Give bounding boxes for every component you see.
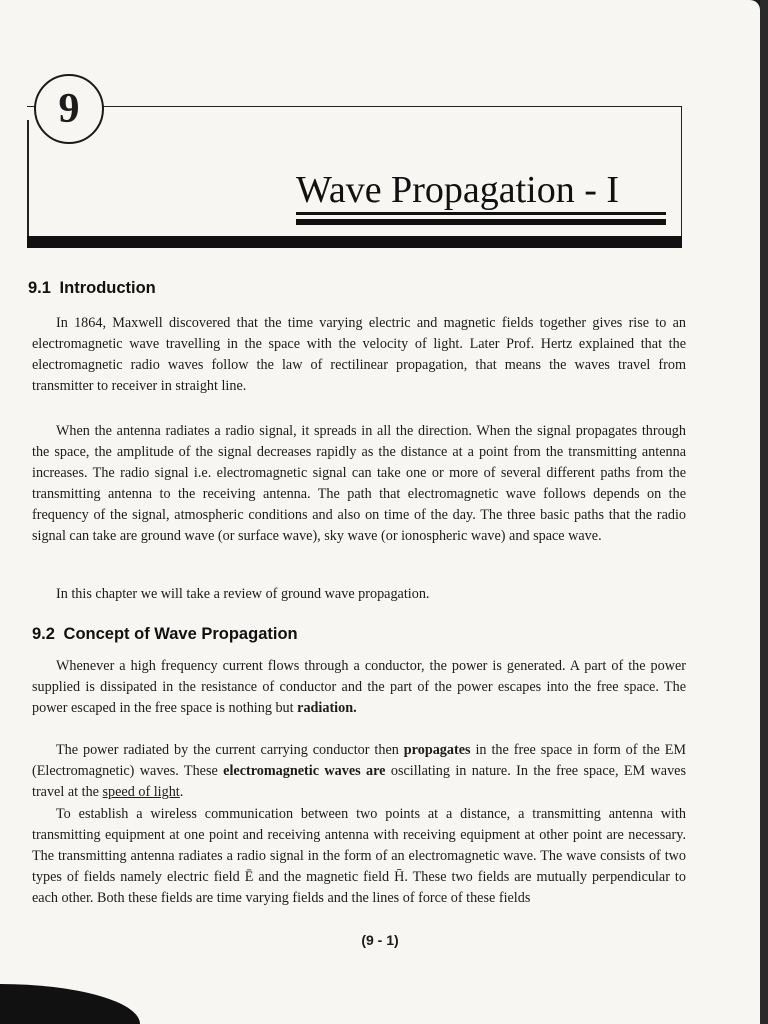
section-heading-concept — [32, 625, 298, 644]
chapter-number: 9 — [58, 86, 80, 132]
title-rule-thick — [296, 219, 666, 225]
paragraph-text — [32, 656, 686, 719]
section-title: Concept of Wave Propagation — [63, 625, 298, 643]
bold-term: propagates — [403, 742, 471, 758]
text-run: . These two fields are mutually perpendicular to each other. Both these fields are time varying fields and the lines of force of these fields — [32, 869, 686, 906]
paragraph-text: In 1864, Maxwell discovered that the time varying electric and magnetic fields together gives rise to an electromagnetic wave travelling in the space with the velocity of light. Later Prof. Hertz explained that the electromagnetic radio waves follow the law of rectilinear propagation, that means the waves travel from transmitter to receiver in straight line. — [32, 315, 686, 394]
section-title: Introduction — [59, 279, 156, 297]
text-run: To establish a wireless communication between two points at a distance, a transmitting antenna with transmitting equipment at one point and receiving antenna with receiving equipment at other point are necessary. The transmitting antenna radiates a radio signal in the form of an electromagnetic wave. The wave consists of two types of fields namely electric field — [32, 806, 686, 885]
text-run: The power radiated by the current carrying conductor then — [56, 742, 404, 758]
intro-paragraph-2 — [32, 421, 686, 547]
concept-paragraph-3 — [32, 804, 686, 909]
paragraph-text — [32, 804, 686, 909]
chapter-header-frame-left — [27, 120, 29, 248]
section-number: 9.2 — [32, 625, 55, 643]
chapter-header-frame-bottom-bar — [27, 236, 682, 248]
paragraph-text — [32, 740, 686, 803]
bold-term: radiation. — [297, 700, 357, 716]
title-rule-thin — [296, 212, 666, 215]
bold-term: electromagnetic waves are — [223, 763, 386, 779]
magnetic-field-symbol: H̄ — [394, 869, 405, 885]
section-number: 9.1 — [28, 279, 51, 297]
chapter-number-badge — [34, 74, 104, 144]
text-run: and the magnetic field — [253, 869, 395, 885]
page-corner-shadow — [0, 984, 140, 1024]
text-run: . — [179, 784, 184, 800]
intro-paragraph-3 — [32, 584, 686, 605]
text-run: oscillating in nature. In the free space, EM waves travel at the — [32, 763, 686, 800]
underlined-term: speed of light — [102, 784, 180, 800]
section-heading-intro — [28, 279, 156, 298]
text-run: in the free space in form of the EM (Electromagnetic) waves. These — [32, 742, 686, 779]
concept-paragraph-1 — [32, 656, 686, 719]
page-number: (9 - 1) — [361, 932, 399, 948]
page-edge — [760, 0, 768, 1024]
concept-paragraph-2 — [32, 740, 686, 803]
chapter-title: Wave Propagation - I — [296, 169, 619, 211]
paragraph-text: When the antenna radiates a radio signal, it spreads in all the direction. When the signal propagates through the space, the amplitude of the signal decreases rapidly as the distance at a point from the transmitting antenna increases. The radio signal i.e. electromagnetic signal can take one or more of several different paths from the transmitting antenna to the receiving antenna. The path that electromagnetic wave follows depends on the frequency of the signal, atmospheric conditions and also on time of the day. The three basic paths that the radio signal can take are ground wave (or surface wave), sky wave (or ionospheric wave) and space wave. — [32, 423, 686, 544]
intro-paragraph-1 — [32, 313, 686, 397]
electric-field-symbol: Ē — [244, 869, 254, 885]
paragraph-text: In this chapter we will take a review of ground wave propagation. — [56, 586, 430, 602]
text-run: Whenever a high frequency current flows through a conductor, the power is generated. A part of the power supplied is dissipated in the resistance of conductor and the part of the power escapes into the free space. The power escaped in the free space is nothing but — [32, 658, 686, 716]
